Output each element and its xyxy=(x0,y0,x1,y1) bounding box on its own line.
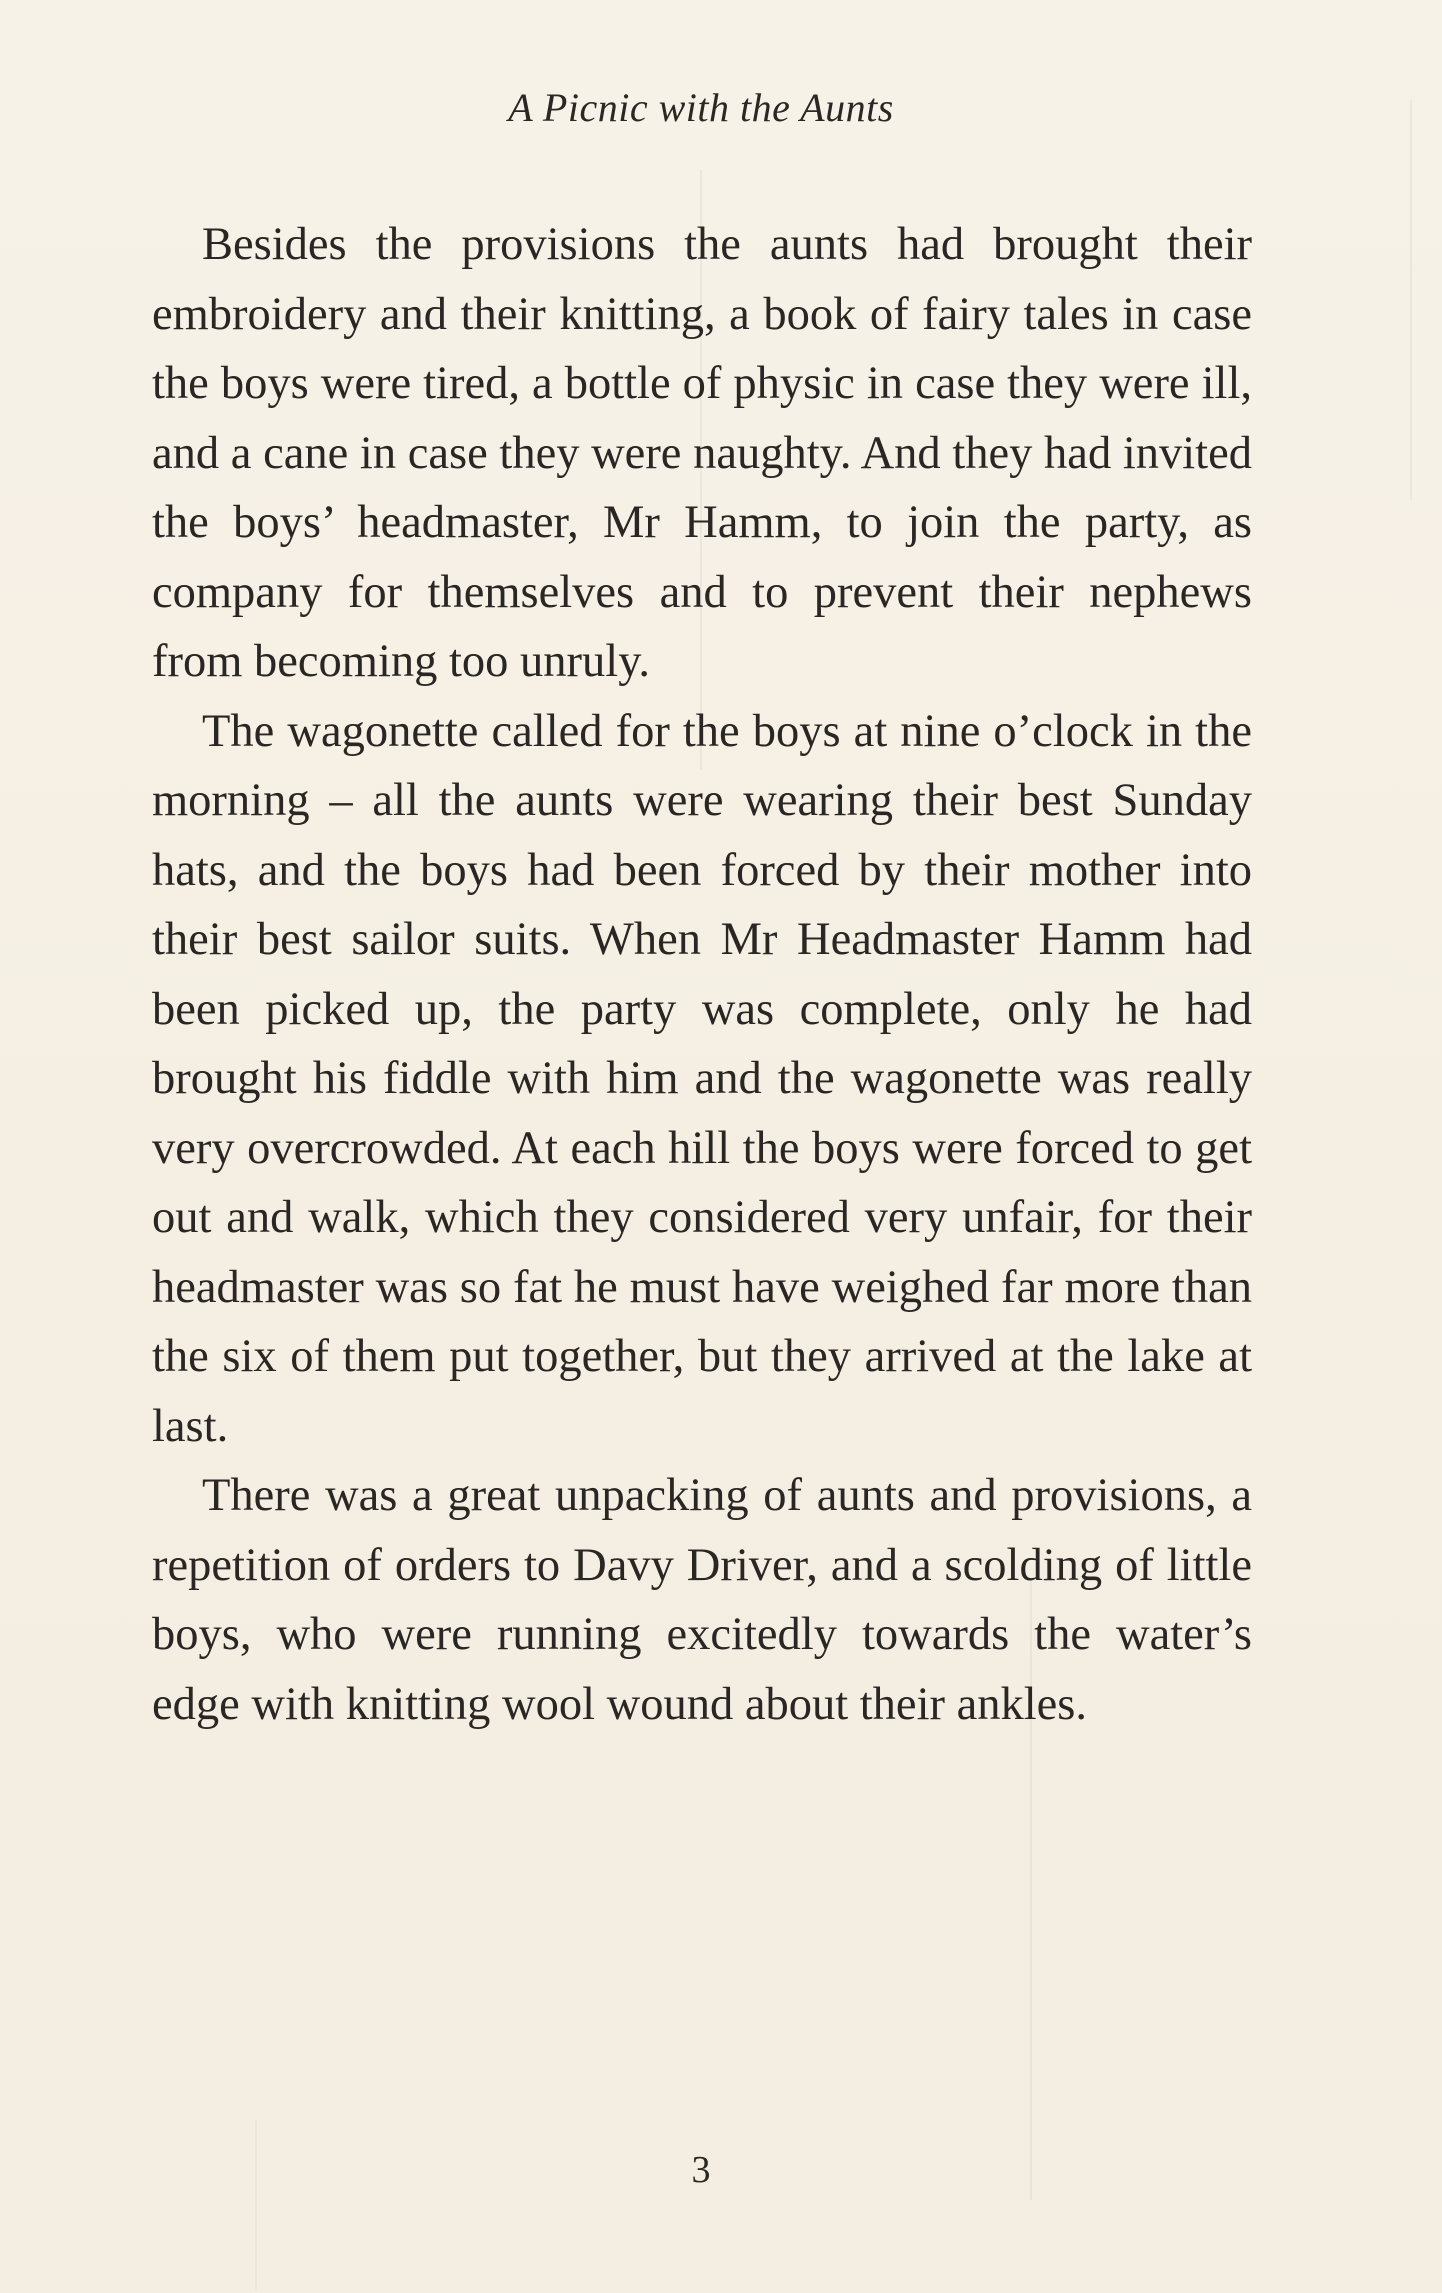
paragraph: There was a great unpacking of aunts and provisions, a repetition of orders to Davy Driver, and a scolding of little boys, who were running excitedly towards the water’s edge with knitting wool wound about their ankles. xyxy=(152,1470,1252,1730)
paper-crease xyxy=(255,2120,257,2290)
paper-crease xyxy=(1410,100,1412,500)
paragraph: Besides the provisions the aunts had brought their embroidery and their knitting, a book of fairy tales in case the boys were tired, a bottle of physic in case they were ill, and a cane in case they were naughty. And they had invited the boys’ headmaster, Mr Hamm, to join the party, as company for themselves and to prevent their nephews from becoming too unruly. xyxy=(152,219,1252,687)
paragraph: The wagonette called for the boys at nine o’clock in the morning – all the aunts were wearing their best Sunday hats, and the boys had been forced by their mother into their best sailor suits. When Mr Headmaster Hamm had been picked up, the party was complete, only he had brought his fiddle with him and the wagonette was really very overcrowded. At each hill the boys were forced to get out and walk, which they considered very unfair, for their headmaster was so fat he must have weighed far more than the six of them put together, but they arrived at the lake at last. xyxy=(152,705,1252,1452)
running-head: A Picnic with the Aunts xyxy=(508,85,894,130)
page-number: 3 xyxy=(691,2149,711,2191)
body-text xyxy=(152,210,1252,1739)
